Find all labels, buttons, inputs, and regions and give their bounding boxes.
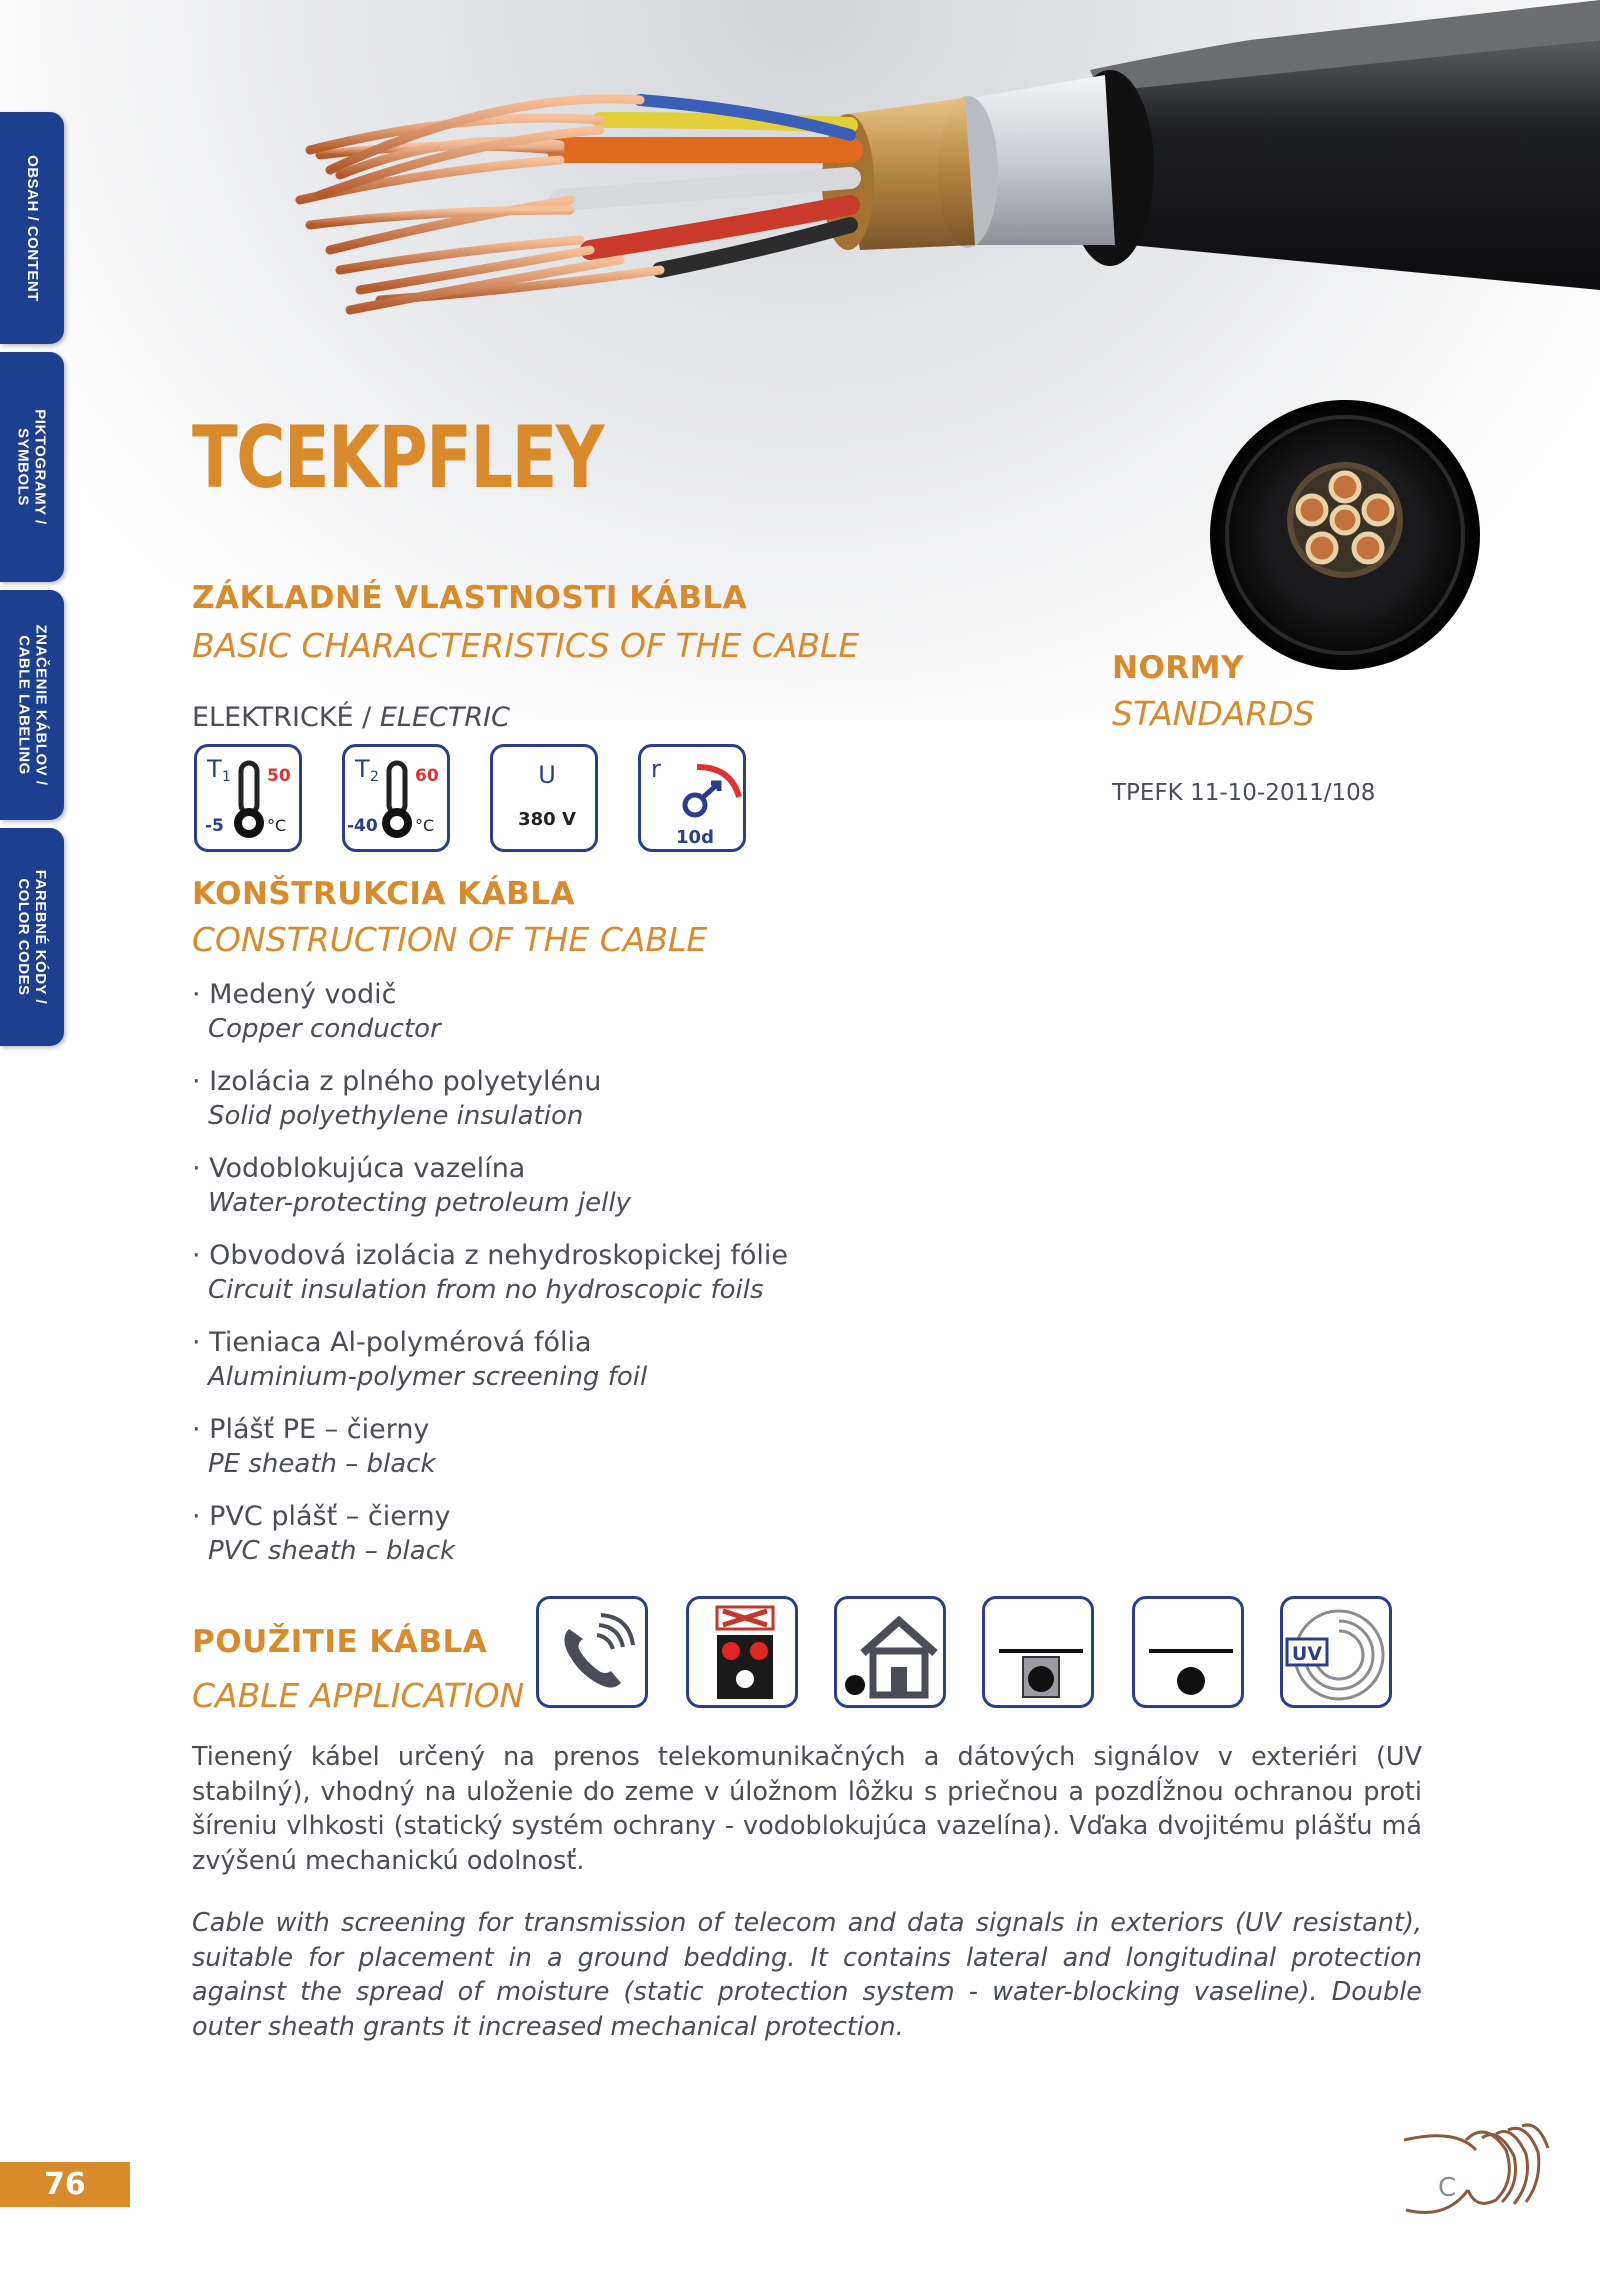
construction-item-en: Circuit insulation from no hydroscopic foils [208, 1275, 764, 1305]
t2-label: 2 [370, 769, 379, 785]
description-en: Cable with screening for transmission of telecom and data signals in exteriors (UV resistant), suitable for placement in a ground bedding. It contains lateral and longitudinal protection against the spread of moisture (static protection system - water-blocking vaseline). Double outer sheath grants it increased mechanical protection. [192, 1908, 1422, 2042]
sidebar-tab-cable-labeling[interactable] [0, 590, 64, 820]
standards-heading: NORMY [1112, 650, 1244, 686]
logo-letter: C [1438, 2173, 1457, 2203]
t1-unit: °C [267, 816, 287, 835]
construction-heading: KONŠTRUKCIA KÁBLA [192, 876, 576, 912]
list-item [192, 1500, 812, 1587]
temperature-t1-icon [194, 744, 302, 852]
basic-characteristics-heading-en: BASIC CHARACTERISTICS OF THE CABLE [192, 626, 860, 665]
list-item [192, 1065, 812, 1152]
construction-list [192, 978, 812, 1587]
telephone-icon [536, 1596, 648, 1708]
page-number: 76 [0, 2162, 130, 2207]
construction-item-en: PVC sheath – black [208, 1536, 456, 1566]
list-item [192, 1413, 812, 1500]
copper-coil-logo [1396, 2110, 1556, 2240]
list-item [192, 1152, 812, 1239]
sidebar-tab-content[interactable] [0, 112, 64, 344]
sidebar-tab-content-label: OBSAH / CONTENT [23, 154, 41, 302]
voltage-icon [490, 744, 598, 852]
sidebar-tab-cable-labeling-label: ZNAČENIE KÁBLOV / CABLE LABELING [15, 624, 50, 786]
list-item [192, 1326, 812, 1413]
duct-installation-icon [982, 1596, 1094, 1708]
construction-item-sk: · Vodoblokujúca vazelína [192, 1153, 526, 1184]
railway-signal-icon [686, 1596, 798, 1708]
electric-label-en: ELECTRIC [379, 702, 510, 733]
construction-item-sk: · Izolácia z plného polyetylénu [192, 1066, 602, 1097]
construction-item-en: PE sheath – black [208, 1449, 436, 1479]
product-title: TCEKPFLEY [192, 408, 603, 508]
construction-item-sk: · Tieniaca Al-polymérová fólia [192, 1327, 592, 1358]
construction-item-en: Solid polyethylene insulation [208, 1101, 584, 1131]
sidebar-tab-color-codes[interactable] [0, 828, 64, 1046]
t2-unit: °C [415, 816, 435, 835]
svg-text:T: T [207, 755, 222, 783]
svg-text:T: T [355, 755, 370, 783]
t1-label: 1 [222, 769, 231, 785]
t1-max: 50 [267, 766, 291, 786]
construction-item-en: Water-protecting petroleum jelly [208, 1188, 631, 1218]
construction-item-en: Aluminium-polymer screening foil [208, 1362, 648, 1392]
description-sk: Tienený kábel určený na prenos telekomunikačných a dátových signálov v exteriéri (UV stabilný), vhodný na uloženie do zeme v úložnom lôžku s priečnou a pozdĺžnou ochranou proti šíreniu vlhkosti (statický systém ochrany - vodoblokujúca vazelína). Vďaka dvojitému plášťu má zvýšenú mechanickú odolnosť. [192, 1742, 1422, 1876]
basic-characteristics-heading: ZÁKLADNÉ VLASTNOSTI KÁBLA [192, 580, 748, 616]
construction-item-sk: · PVC plášť – čierny [192, 1501, 451, 1532]
list-item [192, 978, 812, 1065]
construction-item-sk: · Obvodová izolácia z nehydroskopickej fólie [192, 1240, 789, 1271]
bending-radius-icon [638, 744, 746, 852]
radius-value: 10d [676, 827, 714, 848]
standards-value: TPEFK 11-10-2011/108 [1112, 780, 1376, 806]
construction-item-sk: · Plášť PE – čierny [192, 1414, 430, 1445]
construction-item-sk: · Medený vodič [192, 979, 397, 1010]
t2-max: 60 [415, 766, 439, 786]
radius-label: r [651, 755, 661, 783]
voltage-value: 380 V [518, 809, 576, 830]
sidebar-tab-symbols-label: PIKTOGRAMY / SYMBOLS [15, 409, 49, 525]
construction-heading-en: CONSTRUCTION OF THE CABLE [192, 920, 708, 959]
construction-item-en: Copper conductor [208, 1014, 441, 1044]
t2-min: -40 [347, 816, 378, 836]
sidebar-tab-color-codes-label: FAREBNÉ KÓDY / COLOR CODES [15, 869, 49, 1005]
application-heading-en: CABLE APPLICATION [192, 1676, 525, 1715]
ground-installation-icon [1132, 1596, 1244, 1708]
uv-label: UV [1291, 1643, 1323, 1665]
t1-min: -5 [205, 816, 224, 836]
voltage-label: U [538, 761, 556, 789]
application-heading: POUŽITIE KÁBLA [192, 1624, 488, 1660]
standards-heading-en: STANDARDS [1112, 694, 1315, 733]
list-item [192, 1239, 812, 1326]
temperature-t2-icon [342, 744, 450, 852]
electric-label-sk: ELEKTRICKÉ / [192, 702, 380, 733]
sidebar-tab-symbols[interactable] [0, 352, 64, 582]
uv-resistant-icon [1280, 1596, 1392, 1708]
house-icon [834, 1596, 946, 1708]
electric-subheading [192, 702, 510, 733]
